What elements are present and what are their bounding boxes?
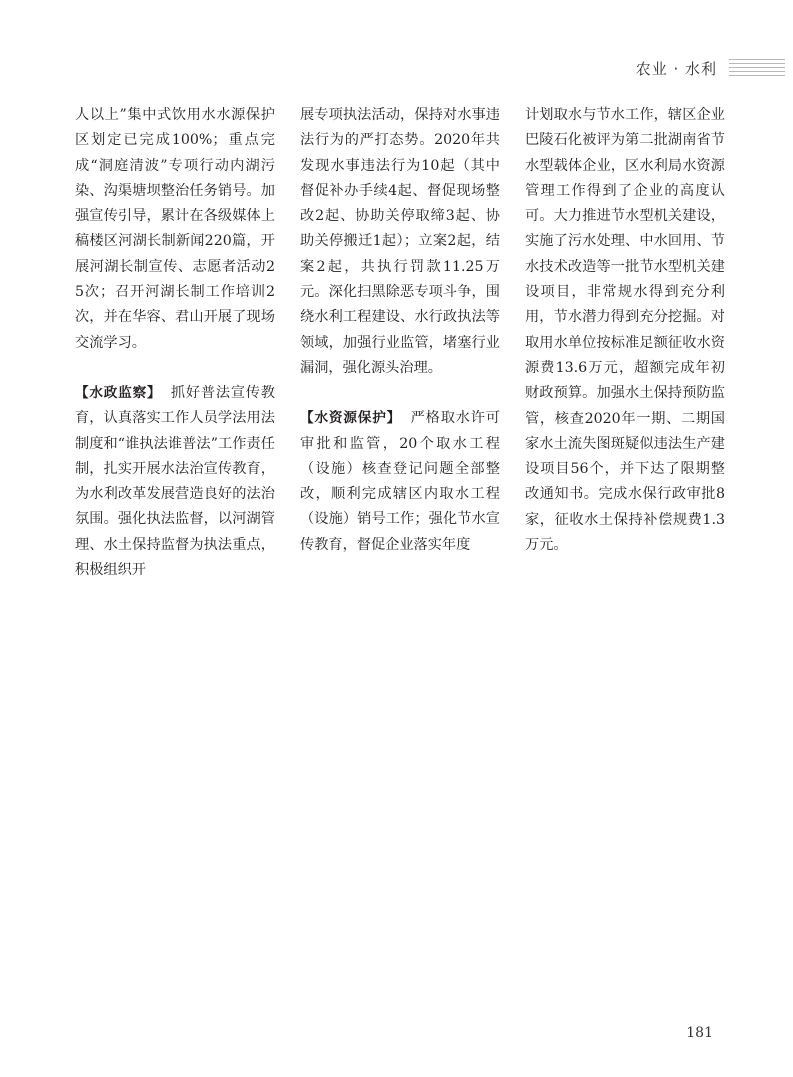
text-column-1 bbox=[75, 103, 275, 583]
paragraph-water-resource-protection bbox=[300, 406, 500, 558]
text-column-3 bbox=[525, 103, 725, 558]
paragraph bbox=[525, 103, 725, 558]
page-number: 181 bbox=[686, 1025, 713, 1041]
text-column-2 bbox=[300, 103, 500, 558]
running-header bbox=[636, 53, 785, 83]
paragraph-text: 抓好普法宣传教育，认真落实工作人员学法用法制度和“谁执法谁普法”工作责任制，扎实开展水法治宣传教育，为水利改革发展营造良好的法治氛围。强化执法监督，以河湖管理、水土保持监督为执法重点，积极组织开 bbox=[75, 384, 275, 579]
header-rule-decoration bbox=[729, 59, 785, 77]
paragraph bbox=[300, 103, 500, 381]
paragraph-text: 展专项执法活动，保持对水事违法行为的严打态势。2020年共发现水事违法行为10起（其中督促补办手续4起、督促现场整改2起、协助关停取缔3起、协助关停搬迁1起）；立案2起，结案2起，共执行罚款11.25万元。深化扫黑除恶专项斗争，围绕水利工程建设、水行政执法等领域，加强行业监管，堵塞行业漏洞，强化源头治理。 bbox=[300, 107, 500, 376]
paragraph-text: 严格取水许可审批和监管，20个取水工程（设施）核查登记问题全部整改，顺利完成辖区内取水工程（设施）销号工作；强化节水宣传教育，督促企业落实年度 bbox=[300, 410, 500, 553]
paragraph-text: 人以上”集中式饮用水水源保护区划定已完成100%；重点完成“洞庭清波”专项行动内湖污染、沟渠塘坝整治任务销号。加强宣传引导，累计在各级媒体上稿楼区河湖长制新闻220篇，开展河湖长制宣传、志愿者活动25次；召开河湖长制工作培训2次，并在华容、君山开展了现场交流学习。 bbox=[75, 107, 275, 351]
section-title: 农业 · 水利 bbox=[635, 59, 717, 78]
section-label: 【水政监察】 bbox=[75, 384, 162, 401]
section-label: 【水资源保护】 bbox=[300, 410, 402, 427]
paragraph bbox=[75, 103, 275, 356]
paragraph-text: 计划取水与节水工作，辖区企业巴陵石化被评为第二批湖南省节水型载体企业，区水利局水资源管理工作得到了企业的高度认可。大力推进节水型机关建设，实施了污水处理、中水回用、节水技术改造等一批节水型机关建设项目，非常规水得到充分利用，节水潜力得到充分挖掘。对取用水单位按标准足额征收水资源费13.6万元，超额完成年初财政预算。加强水土保持预防监管，核查2020年一期、二期国家水土流失图斑疑似违法生产建设项目56个，并下达了限期整改通知书。完成水保行政审批8家，征收水土保持补偿规费1.3万元。 bbox=[525, 107, 725, 554]
paragraph-water-law-supervision bbox=[75, 381, 275, 583]
